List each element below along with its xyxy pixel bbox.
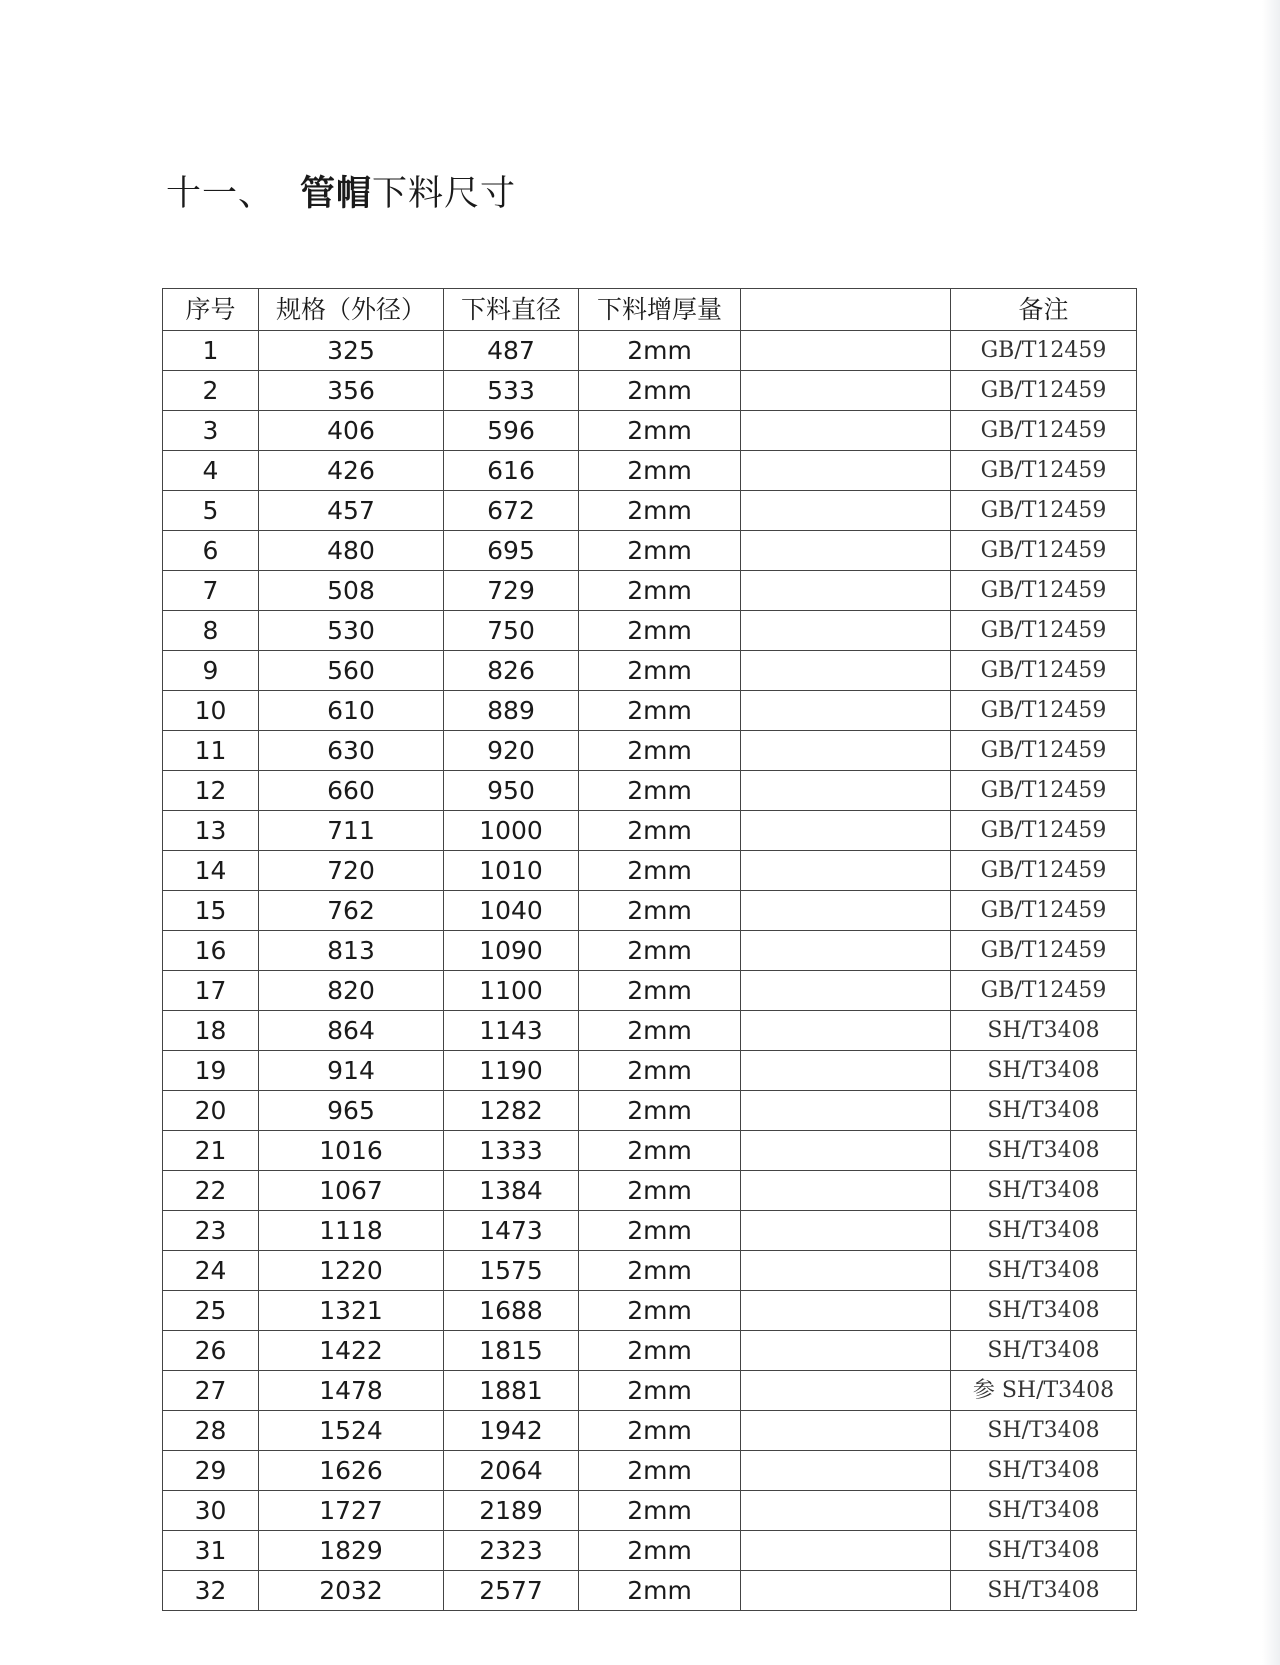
cell-index: 8 bbox=[163, 611, 259, 651]
section-heading bbox=[166, 166, 516, 216]
cell-thickness-allowance: 2mm bbox=[579, 971, 741, 1011]
cell-remark: SH/T3408 bbox=[951, 1291, 1137, 1331]
table-row bbox=[163, 411, 1137, 451]
cell-spec-od: 1067 bbox=[259, 1171, 444, 1211]
cell-index: 3 bbox=[163, 411, 259, 451]
cell-cut-diameter: 1040 bbox=[444, 891, 579, 931]
cell-cut-diameter: 920 bbox=[444, 731, 579, 771]
cell-blank bbox=[741, 811, 951, 851]
cell-thickness-allowance: 2mm bbox=[579, 371, 741, 411]
cell-spec-od: 820 bbox=[259, 971, 444, 1011]
cell-spec-od: 1220 bbox=[259, 1251, 444, 1291]
cell-spec-od: 610 bbox=[259, 691, 444, 731]
table-body bbox=[163, 289, 1137, 1611]
cell-spec-od: 720 bbox=[259, 851, 444, 891]
cell-thickness-allowance: 2mm bbox=[579, 611, 741, 651]
cell-spec-od: 813 bbox=[259, 931, 444, 971]
cell-index: 27 bbox=[163, 1371, 259, 1411]
cell-thickness-allowance: 2mm bbox=[579, 1571, 741, 1611]
table-row bbox=[163, 691, 1137, 731]
cell-spec-od: 1016 bbox=[259, 1131, 444, 1171]
cell-index: 18 bbox=[163, 1011, 259, 1051]
cell-cut-diameter: 1384 bbox=[444, 1171, 579, 1211]
cell-remark: SH/T3408 bbox=[951, 1571, 1137, 1611]
cell-thickness-allowance: 2mm bbox=[579, 411, 741, 451]
table-row bbox=[163, 1291, 1137, 1331]
cell-remark: GB/T12459 bbox=[951, 451, 1137, 491]
table-row bbox=[163, 1131, 1137, 1171]
cell-cut-diameter: 729 bbox=[444, 571, 579, 611]
table-row bbox=[163, 1011, 1137, 1051]
cell-remark: SH/T3408 bbox=[951, 1331, 1137, 1371]
cell-spec-od: 1829 bbox=[259, 1531, 444, 1571]
cell-index: 1 bbox=[163, 331, 259, 371]
table-row bbox=[163, 1531, 1137, 1571]
cell-blank bbox=[741, 1051, 951, 1091]
cell-thickness-allowance: 2mm bbox=[579, 1291, 741, 1331]
cell-index: 19 bbox=[163, 1051, 259, 1091]
cell-cut-diameter: 2189 bbox=[444, 1491, 579, 1531]
cell-blank bbox=[741, 1011, 951, 1051]
cell-thickness-allowance: 2mm bbox=[579, 451, 741, 491]
cell-thickness-allowance: 2mm bbox=[579, 1371, 741, 1411]
table-row bbox=[163, 531, 1137, 571]
cell-remark: SH/T3408 bbox=[951, 1051, 1137, 1091]
header-remark: 备注 bbox=[951, 289, 1137, 331]
cell-spec-od: 560 bbox=[259, 651, 444, 691]
table-row bbox=[163, 571, 1137, 611]
cell-index: 30 bbox=[163, 1491, 259, 1531]
table-row bbox=[163, 1091, 1137, 1131]
cell-blank bbox=[741, 531, 951, 571]
cell-thickness-allowance: 2mm bbox=[579, 1131, 741, 1171]
table-row bbox=[163, 331, 1137, 371]
cell-index: 5 bbox=[163, 491, 259, 531]
cell-blank bbox=[741, 1491, 951, 1531]
cell-index: 10 bbox=[163, 691, 259, 731]
cell-index: 2 bbox=[163, 371, 259, 411]
table-row bbox=[163, 771, 1137, 811]
cell-index: 16 bbox=[163, 931, 259, 971]
header-index: 序号 bbox=[163, 289, 259, 331]
cell-thickness-allowance: 2mm bbox=[579, 1171, 741, 1211]
cell-cut-diameter: 1942 bbox=[444, 1411, 579, 1451]
cell-remark: GB/T12459 bbox=[951, 691, 1137, 731]
cell-index: 7 bbox=[163, 571, 259, 611]
table-row bbox=[163, 1491, 1137, 1531]
cell-spec-od: 864 bbox=[259, 1011, 444, 1051]
cell-blank bbox=[741, 931, 951, 971]
table-row bbox=[163, 1171, 1137, 1211]
cell-blank bbox=[741, 371, 951, 411]
cell-cut-diameter: 1881 bbox=[444, 1371, 579, 1411]
cell-remark: GB/T12459 bbox=[951, 411, 1137, 451]
cell-spec-od: 1727 bbox=[259, 1491, 444, 1531]
cell-thickness-allowance: 2mm bbox=[579, 891, 741, 931]
cell-blank bbox=[741, 571, 951, 611]
cell-thickness-allowance: 2mm bbox=[579, 851, 741, 891]
cell-thickness-allowance: 2mm bbox=[579, 1091, 741, 1131]
cell-index: 22 bbox=[163, 1171, 259, 1211]
cell-cut-diameter: 826 bbox=[444, 651, 579, 691]
cell-remark: SH/T3408 bbox=[951, 1091, 1137, 1131]
cell-cut-diameter: 533 bbox=[444, 371, 579, 411]
header-spec-od: 规格（外径） bbox=[259, 289, 444, 331]
cell-index: 12 bbox=[163, 771, 259, 811]
cell-remark: SH/T3408 bbox=[951, 1211, 1137, 1251]
cell-thickness-allowance: 2mm bbox=[579, 771, 741, 811]
table-row bbox=[163, 891, 1137, 931]
cell-spec-od: 914 bbox=[259, 1051, 444, 1091]
cell-thickness-allowance: 2mm bbox=[579, 571, 741, 611]
cell-cut-diameter: 1010 bbox=[444, 851, 579, 891]
cell-thickness-allowance: 2mm bbox=[579, 691, 741, 731]
cell-spec-od: 1321 bbox=[259, 1291, 444, 1331]
cell-spec-od: 660 bbox=[259, 771, 444, 811]
cell-remark: GB/T12459 bbox=[951, 571, 1137, 611]
cell-remark: SH/T3408 bbox=[951, 1411, 1137, 1451]
cell-spec-od: 406 bbox=[259, 411, 444, 451]
cell-cut-diameter: 1815 bbox=[444, 1331, 579, 1371]
cell-thickness-allowance: 2mm bbox=[579, 1211, 741, 1251]
table-row bbox=[163, 1051, 1137, 1091]
cell-cut-diameter: 2577 bbox=[444, 1571, 579, 1611]
table-header-row bbox=[163, 289, 1137, 331]
header-cut-diameter: 下料直径 bbox=[444, 289, 579, 331]
cell-cut-diameter: 616 bbox=[444, 451, 579, 491]
cell-index: 25 bbox=[163, 1291, 259, 1331]
section-title-rest: 下料尺寸 bbox=[372, 174, 517, 214]
cell-index: 28 bbox=[163, 1411, 259, 1451]
cell-remark: SH/T3408 bbox=[951, 1491, 1137, 1531]
cell-cut-diameter: 950 bbox=[444, 771, 579, 811]
cell-spec-od: 1422 bbox=[259, 1331, 444, 1371]
cell-blank bbox=[741, 1451, 951, 1491]
cell-spec-od: 630 bbox=[259, 731, 444, 771]
table-row bbox=[163, 651, 1137, 691]
cell-cut-diameter: 1000 bbox=[444, 811, 579, 851]
cell-blank bbox=[741, 1251, 951, 1291]
cell-remark: GB/T12459 bbox=[951, 611, 1137, 651]
cell-remark: GB/T12459 bbox=[951, 331, 1137, 371]
cell-blank bbox=[741, 331, 951, 371]
cell-index: 15 bbox=[163, 891, 259, 931]
cell-thickness-allowance: 2mm bbox=[579, 811, 741, 851]
cell-cut-diameter: 1100 bbox=[444, 971, 579, 1011]
table-row bbox=[163, 811, 1137, 851]
cell-remark: GB/T12459 bbox=[951, 771, 1137, 811]
table-row bbox=[163, 1371, 1137, 1411]
table-row bbox=[163, 1331, 1137, 1371]
cell-blank bbox=[741, 851, 951, 891]
cell-remark: SH/T3408 bbox=[951, 1171, 1137, 1211]
cell-blank bbox=[741, 971, 951, 1011]
cell-thickness-allowance: 2mm bbox=[579, 1251, 741, 1291]
cell-remark: SH/T3408 bbox=[951, 1451, 1137, 1491]
cell-thickness-allowance: 2mm bbox=[579, 1531, 741, 1571]
cell-blank bbox=[741, 451, 951, 491]
table-row bbox=[163, 731, 1137, 771]
cell-blank bbox=[741, 411, 951, 451]
cell-cut-diameter: 889 bbox=[444, 691, 579, 731]
cell-blank bbox=[741, 1131, 951, 1171]
cell-index: 13 bbox=[163, 811, 259, 851]
cell-spec-od: 457 bbox=[259, 491, 444, 531]
cell-remark: SH/T3408 bbox=[951, 1251, 1137, 1291]
cell-thickness-allowance: 2mm bbox=[579, 931, 741, 971]
cell-blank bbox=[741, 691, 951, 731]
cell-cut-diameter: 1333 bbox=[444, 1131, 579, 1171]
cell-index: 31 bbox=[163, 1531, 259, 1571]
cell-spec-od: 1626 bbox=[259, 1451, 444, 1491]
cell-blank bbox=[741, 1171, 951, 1211]
cell-thickness-allowance: 2mm bbox=[579, 731, 741, 771]
cell-thickness-allowance: 2mm bbox=[579, 1411, 741, 1451]
cell-remark: GB/T12459 bbox=[951, 811, 1137, 851]
cell-spec-od: 1118 bbox=[259, 1211, 444, 1251]
cell-index: 4 bbox=[163, 451, 259, 491]
cell-index: 17 bbox=[163, 971, 259, 1011]
cell-remark: GB/T12459 bbox=[951, 371, 1137, 411]
cell-cut-diameter: 1575 bbox=[444, 1251, 579, 1291]
cell-index: 20 bbox=[163, 1091, 259, 1131]
cutting-size-table bbox=[162, 288, 1137, 1611]
section-title-bold: 管帽 bbox=[300, 174, 373, 214]
cell-blank bbox=[741, 651, 951, 691]
cell-remark: GB/T12459 bbox=[951, 491, 1137, 531]
cell-cut-diameter: 2323 bbox=[444, 1531, 579, 1571]
cell-blank bbox=[741, 1571, 951, 1611]
cell-spec-od: 1524 bbox=[259, 1411, 444, 1451]
cell-spec-od: 356 bbox=[259, 371, 444, 411]
cell-spec-od: 530 bbox=[259, 611, 444, 651]
cell-spec-od: 426 bbox=[259, 451, 444, 491]
cell-cut-diameter: 2064 bbox=[444, 1451, 579, 1491]
cell-spec-od: 762 bbox=[259, 891, 444, 931]
cell-thickness-allowance: 2mm bbox=[579, 1011, 741, 1051]
table-row bbox=[163, 611, 1137, 651]
cell-remark: GB/T12459 bbox=[951, 651, 1137, 691]
section-number: 十一、 bbox=[166, 174, 275, 214]
table-row bbox=[163, 1251, 1137, 1291]
cell-blank bbox=[741, 771, 951, 811]
cell-cut-diameter: 596 bbox=[444, 411, 579, 451]
table-row bbox=[163, 931, 1137, 971]
cell-remark: GB/T12459 bbox=[951, 851, 1137, 891]
cell-blank bbox=[741, 611, 951, 651]
header-thickness-allowance: 下料增厚量 bbox=[579, 289, 741, 331]
cell-blank bbox=[741, 491, 951, 531]
cell-index: 24 bbox=[163, 1251, 259, 1291]
cell-blank bbox=[741, 1211, 951, 1251]
cell-blank bbox=[741, 891, 951, 931]
cell-remark: SH/T3408 bbox=[951, 1011, 1137, 1051]
cell-thickness-allowance: 2mm bbox=[579, 1051, 741, 1091]
cell-index: 6 bbox=[163, 531, 259, 571]
cell-index: 14 bbox=[163, 851, 259, 891]
cell-blank bbox=[741, 1531, 951, 1571]
cell-thickness-allowance: 2mm bbox=[579, 331, 741, 371]
cell-cut-diameter: 672 bbox=[444, 491, 579, 531]
cell-blank bbox=[741, 731, 951, 771]
cell-cut-diameter: 487 bbox=[444, 331, 579, 371]
cell-thickness-allowance: 2mm bbox=[579, 1491, 741, 1531]
cell-thickness-allowance: 2mm bbox=[579, 1451, 741, 1491]
cell-index: 32 bbox=[163, 1571, 259, 1611]
table-row bbox=[163, 451, 1137, 491]
cell-cut-diameter: 1090 bbox=[444, 931, 579, 971]
cell-index: 23 bbox=[163, 1211, 259, 1251]
cell-remark: GB/T12459 bbox=[951, 891, 1137, 931]
cell-spec-od: 508 bbox=[259, 571, 444, 611]
cell-blank bbox=[741, 1291, 951, 1331]
cell-cut-diameter: 1190 bbox=[444, 1051, 579, 1091]
cell-spec-od: 711 bbox=[259, 811, 444, 851]
table-row bbox=[163, 851, 1137, 891]
cell-spec-od: 325 bbox=[259, 331, 444, 371]
table-row bbox=[163, 371, 1137, 411]
cell-thickness-allowance: 2mm bbox=[579, 531, 741, 571]
cell-index: 29 bbox=[163, 1451, 259, 1491]
cell-remark: SH/T3408 bbox=[951, 1131, 1137, 1171]
cell-blank bbox=[741, 1091, 951, 1131]
cell-index: 26 bbox=[163, 1331, 259, 1371]
cell-remark: GB/T12459 bbox=[951, 931, 1137, 971]
header-blank bbox=[741, 289, 951, 331]
cell-spec-od: 1478 bbox=[259, 1371, 444, 1411]
cell-index: 21 bbox=[163, 1131, 259, 1171]
cell-cut-diameter: 1688 bbox=[444, 1291, 579, 1331]
cell-thickness-allowance: 2mm bbox=[579, 1331, 741, 1371]
table-row bbox=[163, 491, 1137, 531]
cell-remark: SH/T3408 bbox=[951, 1531, 1137, 1571]
cell-cut-diameter: 1282 bbox=[444, 1091, 579, 1131]
cell-blank bbox=[741, 1371, 951, 1411]
table-row bbox=[163, 971, 1137, 1011]
table-row bbox=[163, 1411, 1137, 1451]
cell-remark: 参 SH/T3408 bbox=[951, 1371, 1137, 1411]
cell-spec-od: 480 bbox=[259, 531, 444, 571]
cell-spec-od: 965 bbox=[259, 1091, 444, 1131]
cell-remark: GB/T12459 bbox=[951, 971, 1137, 1011]
cell-cut-diameter: 1143 bbox=[444, 1011, 579, 1051]
cell-index: 11 bbox=[163, 731, 259, 771]
cell-remark: GB/T12459 bbox=[951, 531, 1137, 571]
cell-blank bbox=[741, 1331, 951, 1371]
cell-thickness-allowance: 2mm bbox=[579, 491, 741, 531]
cell-spec-od: 2032 bbox=[259, 1571, 444, 1611]
cell-cut-diameter: 695 bbox=[444, 531, 579, 571]
cell-thickness-allowance: 2mm bbox=[579, 651, 741, 691]
cell-index: 9 bbox=[163, 651, 259, 691]
cell-cut-diameter: 750 bbox=[444, 611, 579, 651]
cell-blank bbox=[741, 1411, 951, 1451]
table-row bbox=[163, 1211, 1137, 1251]
page-edge-shadow bbox=[1262, 0, 1280, 1665]
cell-cut-diameter: 1473 bbox=[444, 1211, 579, 1251]
table-row bbox=[163, 1571, 1137, 1611]
table-row bbox=[163, 1451, 1137, 1491]
cell-remark: GB/T12459 bbox=[951, 731, 1137, 771]
